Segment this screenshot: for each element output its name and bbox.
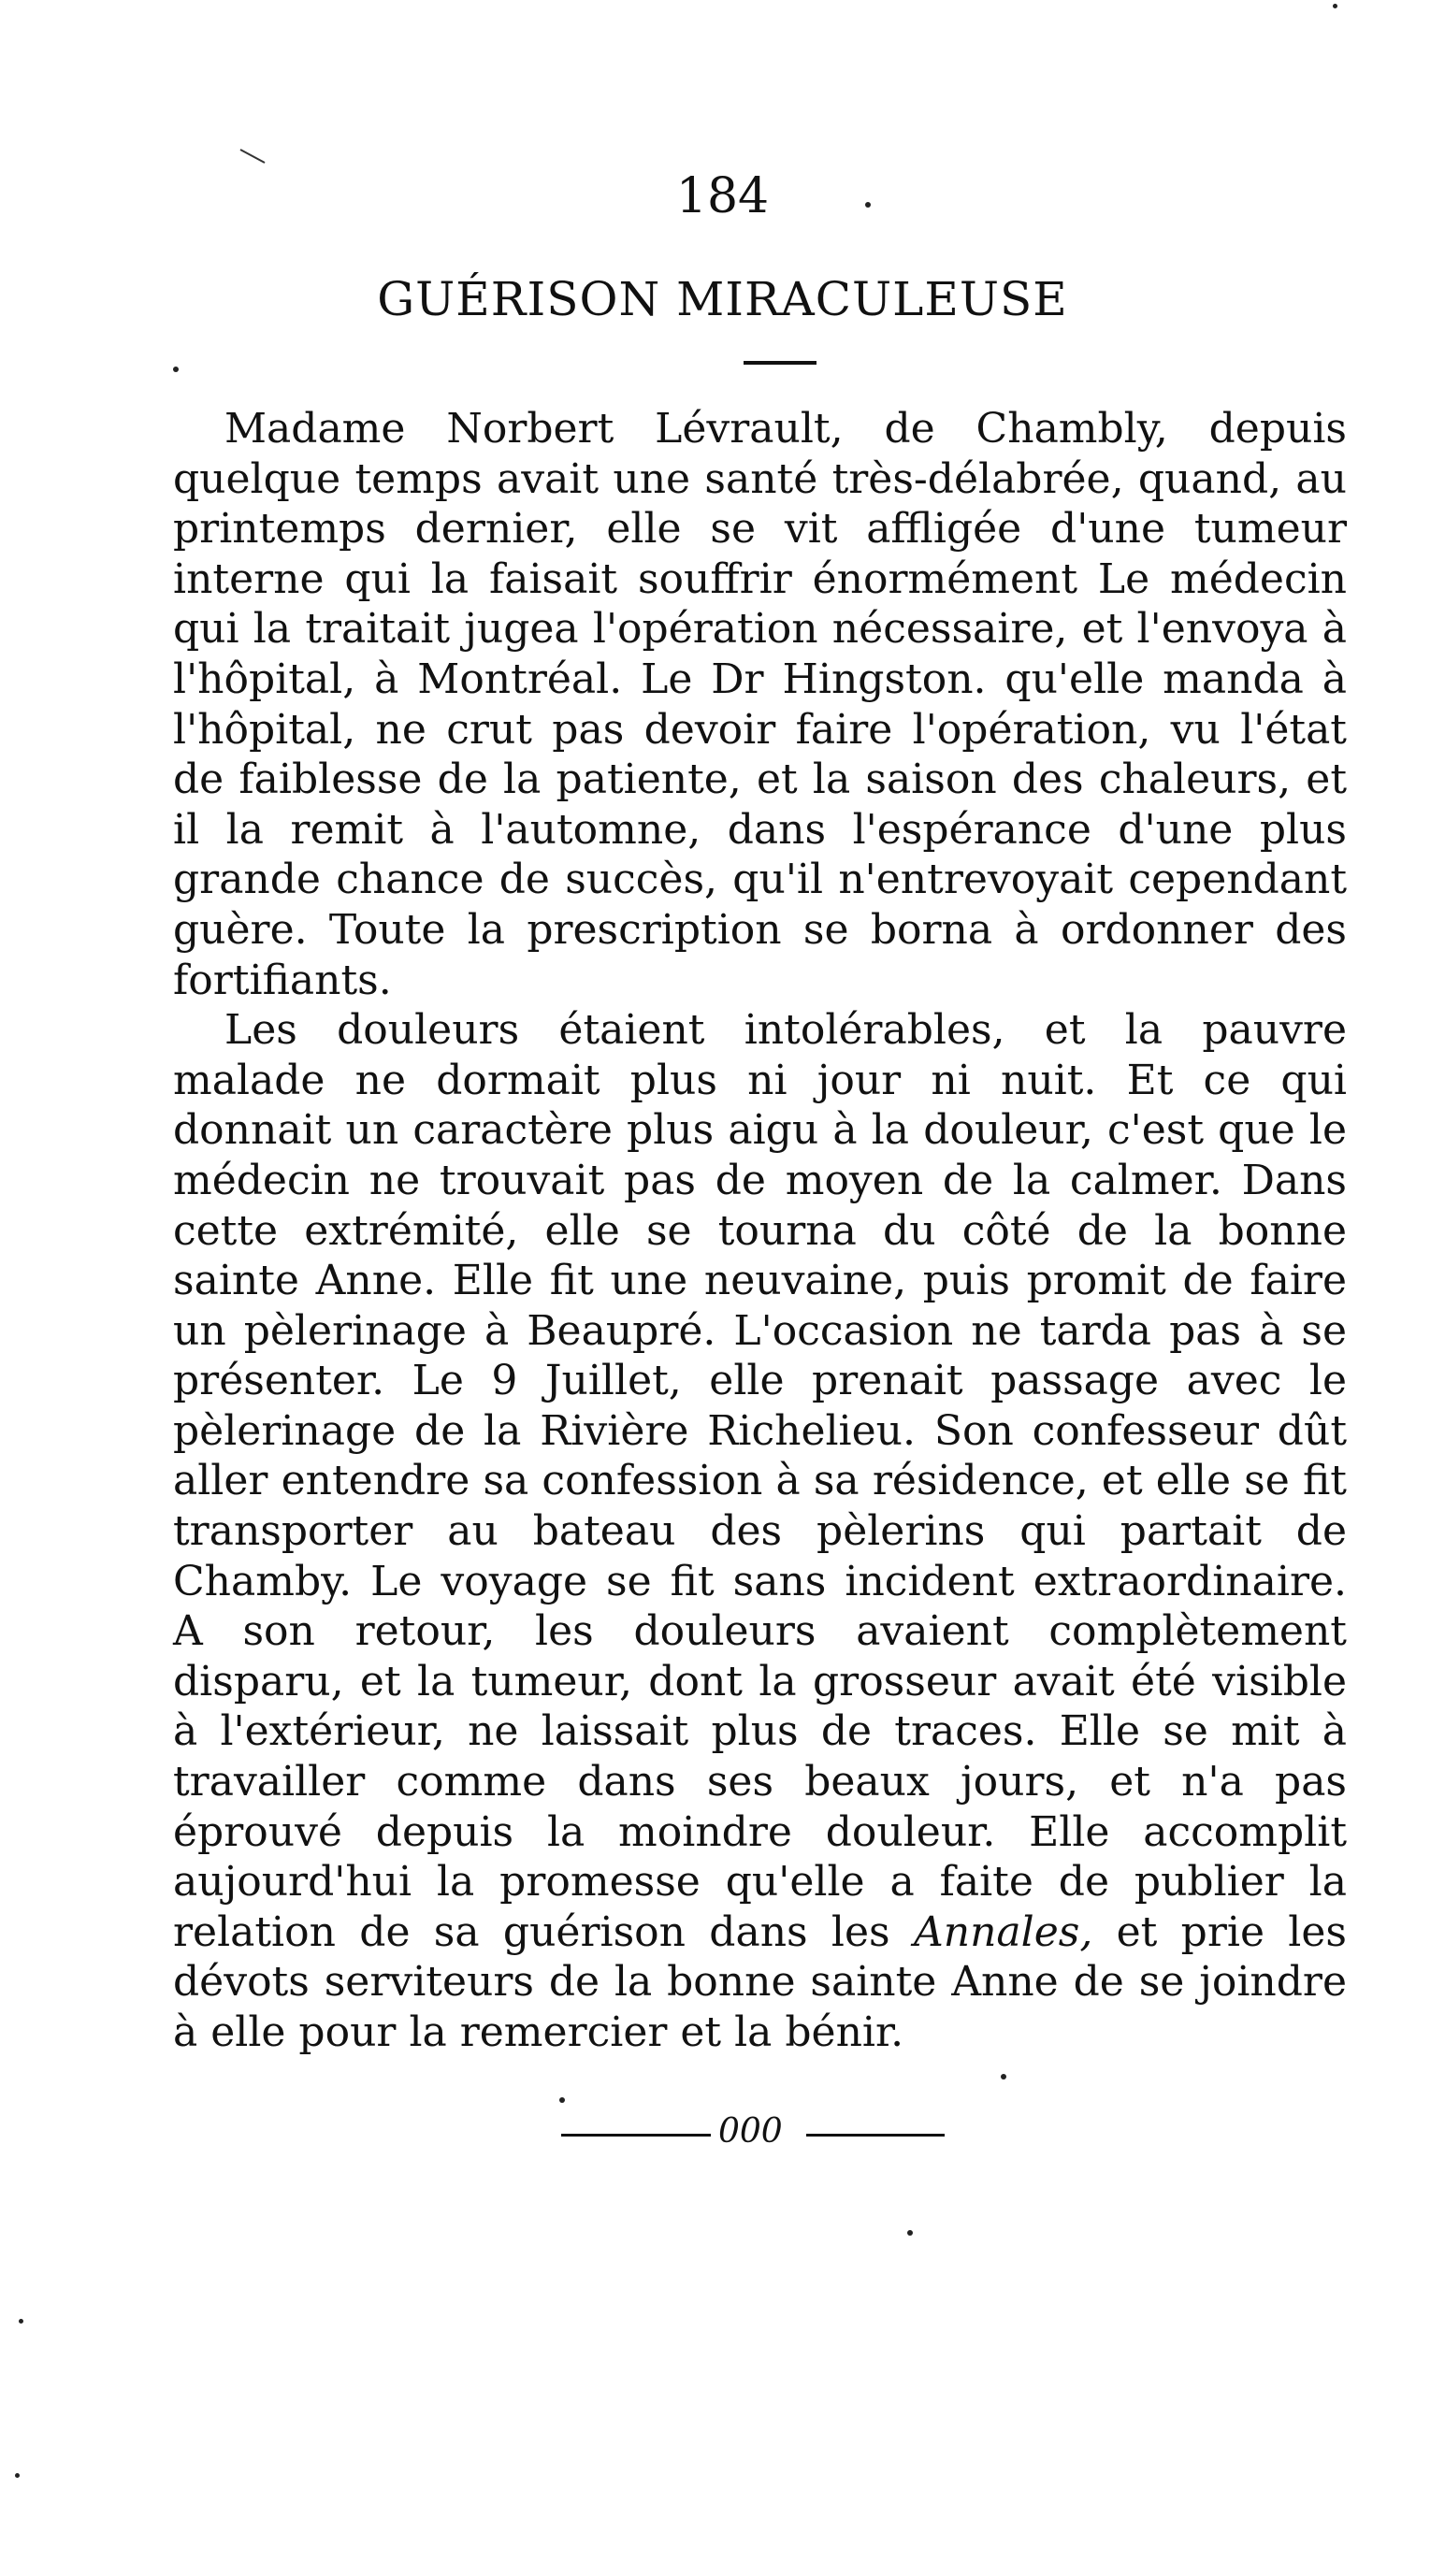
ornament-text: 000 [718, 2112, 783, 2151]
scan-speck [907, 2230, 913, 2236]
scan-speck [559, 2097, 565, 2103]
ornament-rule-left [561, 2134, 711, 2137]
closing-ornament [561, 2113, 954, 2151]
scan-speck [15, 2473, 20, 2478]
paragraph-2-tail: et prie les dévots serviteurs de la bonne sainte Anne de se joindre à elle pour la remercier et la bénir. [173, 1907, 1347, 2056]
article-title: GUÉRISON MIRACULEUSE [377, 272, 1068, 326]
paragraph-1: Madame Norbert Lévrault, de Chambly, depuis quelque temps avait une santé très-délabrée, quand, au printemps dernier, elle se vit affligée d'une tumeur interne qui la faisait souffrir énormément Le médecin qui la traitait jugea l'opération nécessaire, et l'envoya à l'hôpital, à Montréal. Le Dr Hingston. qu'elle manda à l'hôpital, ne crut pas devoir faire l'opération, vu l'état de faiblesse de la patiente, et la saison des chaleurs, et il la remit à l'automne, dans l'espérance d'une plus grande chance de succès, qu'il n'entrevoyait cependant guère. Toute la prescription se borna à ordonner des fortifiants. [173, 405, 1347, 1004]
scan-speck [19, 2319, 23, 2324]
italic-term: Annales, [913, 1907, 1093, 1956]
scan-speck [865, 202, 871, 208]
paragraph-2 [173, 1005, 1347, 2057]
scan-speck [1333, 4, 1337, 8]
ornament-rule-right [806, 2134, 945, 2137]
paragraph-2-text: Les douleurs étaient intolérables, et la pauvre malade ne dormait plus ni jour ni nuit. Et ce qui donnait un caractère plus aigu à la douleur, c'est que le médecin ne trouvait pas de moyen de la calmer. Dans cette extrémité, elle se tourna du côté de la bonne sainte Anne. Elle fit une neuvaine, puis promit de faire un pèlerinage à Beaupré. L'occasion ne tarda pas à se présenter. Le 9 Juillet, elle prenait passage avec le pèlerinage de la Rivière Richelieu. Son confesseur dût aller entendre sa confession à sa résidence, et elle se fit transporter au bateau des pèlerins qui partait de Chamby. Le voyage se fit sans incident extraordinaire. A son retour, les douleurs avaient complètement disparu, et la tumeur, dont la grosseur avait été visible à l'extérieur, ne laissait plus de traces. Elle se mit à travailler comme dans ses beaux jours, et n'a pas éprouvé depuis la moindre douleur. Elle accomplit aujourd'hui la promesse qu'elle a faite de publier la relation de sa guérison dans les [173, 1006, 1347, 1956]
scan-speck [173, 367, 179, 372]
article-body [173, 404, 1347, 2058]
page-number: 184 [675, 168, 770, 224]
title-rule [744, 361, 816, 365]
scan-speck [1001, 2074, 1006, 2080]
scan-mark [238, 148, 268, 166]
